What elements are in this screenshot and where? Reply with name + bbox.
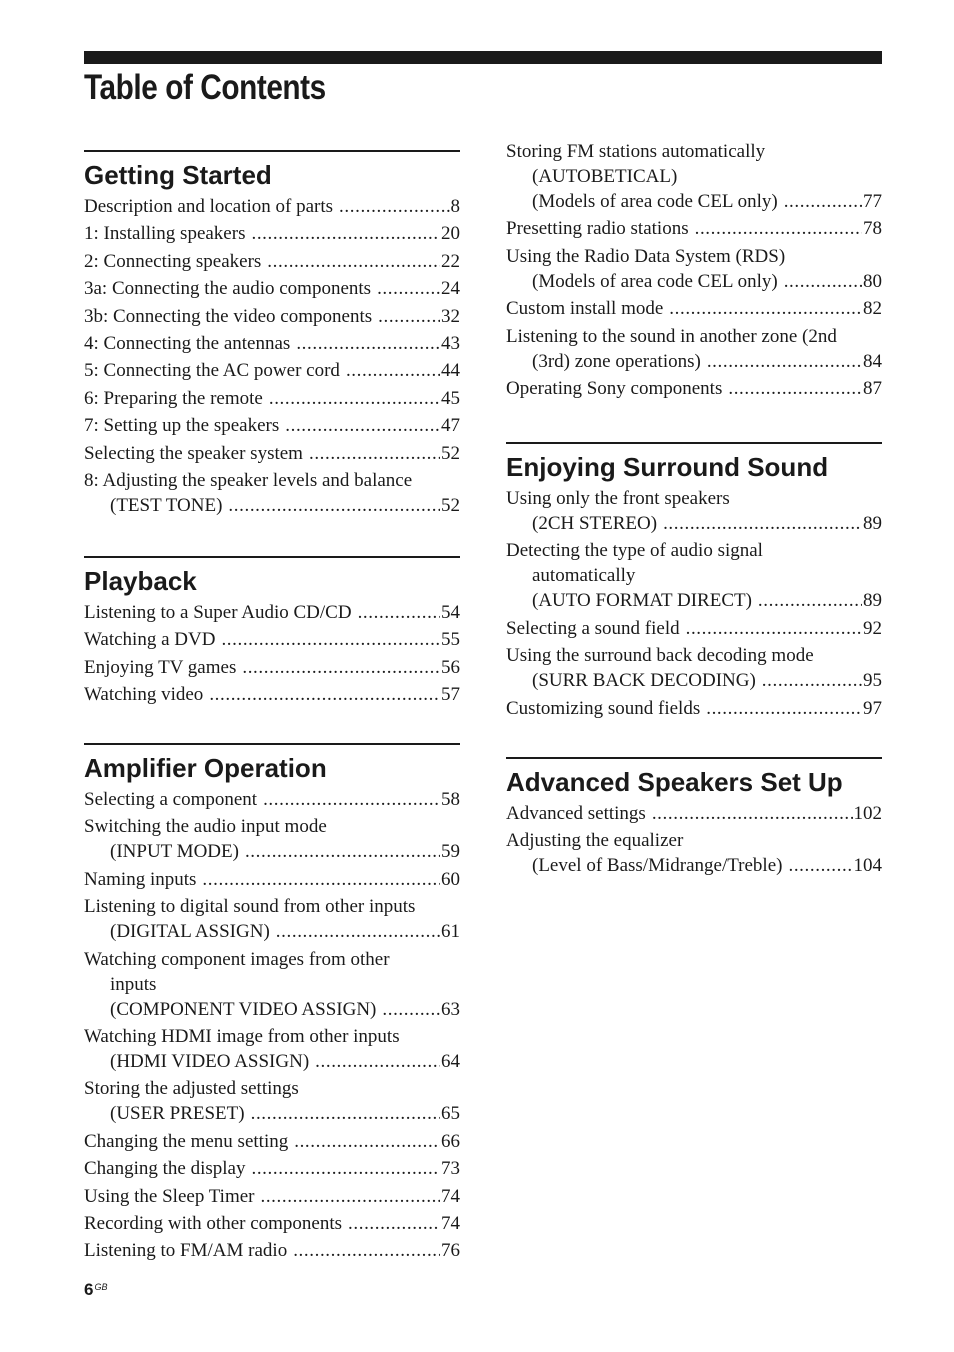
- dot-leader: [309, 441, 440, 466]
- toc-entry: [84, 894, 460, 944]
- dot-leader: [784, 189, 862, 214]
- toc-entry-page: 55: [441, 629, 460, 651]
- toc-entry-title-line: Switching the audio input mode: [84, 816, 327, 838]
- dot-leader: [260, 1184, 440, 1209]
- toc-entry: [84, 413, 460, 438]
- toc-entry-title: (TEST TONE): [110, 494, 223, 516]
- toc-entry-page: 102: [853, 803, 882, 824]
- toc-entry-title: (INPUT MODE): [110, 841, 239, 863]
- section-heading: Playback: [84, 566, 197, 596]
- toc-entry-page: 65: [441, 1103, 460, 1125]
- dot-leader: [377, 276, 440, 301]
- toc-entry: [84, 1076, 460, 1126]
- toc-entry: [84, 600, 460, 625]
- toc-entry-title: Customizing sound fields: [506, 697, 701, 719]
- toc-entry-title: 3a: Connecting the audio components: [84, 278, 372, 300]
- title-rule: [84, 51, 882, 64]
- dot-leader: [267, 249, 440, 274]
- toc-entry-title: 5: Connecting the AC power cord: [84, 360, 340, 382]
- toc-entry: [84, 1211, 460, 1236]
- toc-entry: [84, 947, 460, 1022]
- toc-list: [506, 486, 882, 721]
- toc-entry: [506, 139, 882, 214]
- toc-entry-title: 3b: Connecting the video components: [84, 305, 373, 327]
- dot-leader: [358, 600, 440, 625]
- toc-entry-title: Using the Sleep Timer: [84, 1185, 255, 1207]
- toc-entry-page: 22: [441, 250, 460, 272]
- toc-entry: [84, 1238, 460, 1263]
- toc-entry-page: 78: [863, 218, 882, 240]
- dot-leader: [382, 997, 440, 1022]
- toc-entry-page: 54: [441, 602, 460, 623]
- toc-entry: [506, 801, 882, 826]
- toc-entry-page: 84: [863, 350, 882, 372]
- dot-leader: [728, 376, 862, 401]
- toc-entry: [84, 276, 460, 301]
- page-number: [84, 1280, 107, 1300]
- toc-entry-title-line: Using the surround back decoding mode: [506, 645, 814, 667]
- toc-entry-page: 80: [863, 270, 882, 292]
- dot-leader: [285, 413, 440, 438]
- section-heading: Advanced Speakers Set Up: [506, 767, 843, 797]
- section-heading: Amplifier Operation: [84, 753, 327, 783]
- dot-leader: [695, 216, 862, 241]
- dot-leader: [245, 839, 440, 864]
- toc-entry-page: 74: [441, 1185, 460, 1207]
- dot-leader: [296, 331, 440, 356]
- toc-entry-page: 32: [441, 305, 460, 327]
- toc-entry-page: 89: [863, 590, 882, 612]
- toc-entry-page: 76: [441, 1240, 460, 1262]
- toc-entry-title-line: Watching HDMI image from other inputs: [84, 1025, 400, 1047]
- toc-entry: [84, 1024, 460, 1074]
- toc-entry-page: 104: [853, 855, 882, 877]
- section-getting-started: [84, 150, 460, 520]
- toc-entry-page: 43: [441, 332, 460, 354]
- page-number-suffix: GB: [94, 1282, 108, 1292]
- dot-leader: [663, 511, 862, 536]
- toc-entry: [84, 682, 460, 707]
- toc-entry-title-line: Storing FM stations automatically: [506, 141, 766, 162]
- toc-entry-title: (SURR BACK DECODING): [532, 670, 756, 692]
- toc-entry: [84, 358, 460, 383]
- dot-leader: [788, 853, 852, 878]
- toc-entry-page: 59: [441, 841, 460, 863]
- dot-leader: [652, 801, 853, 826]
- dot-leader: [784, 269, 862, 294]
- toc-entry-title-line: Using only the front speakers: [506, 488, 730, 509]
- section-amplifier-operation: [84, 743, 460, 1266]
- toc-entry: [84, 386, 460, 411]
- toc-entry-page: 92: [863, 617, 882, 639]
- section-playback: [84, 556, 460, 710]
- toc-entry-title: Presetting radio stations: [506, 218, 689, 240]
- dot-leader: [315, 1049, 440, 1074]
- dot-leader: [758, 588, 862, 613]
- page-number-value: 6: [84, 1280, 94, 1299]
- toc-entry-title: Changing the menu setting: [84, 1130, 289, 1152]
- continued-entries: [506, 139, 882, 403]
- toc-entry: [506, 244, 882, 294]
- toc-entry-title: (Models of area code CEL only): [532, 270, 778, 292]
- toc-list: [506, 801, 882, 878]
- toc-entry: [84, 655, 460, 680]
- toc-entry-page: 8: [450, 196, 460, 217]
- toc-entry-page: 66: [441, 1130, 460, 1152]
- dot-leader: [339, 194, 449, 219]
- toc-entry: [84, 441, 460, 466]
- dot-leader: [669, 296, 862, 321]
- dot-leader: [346, 358, 440, 383]
- dot-leader: [706, 696, 862, 721]
- dot-leader: [221, 627, 440, 652]
- toc-entry-page: 95: [863, 670, 882, 692]
- toc-entry: [84, 1184, 460, 1209]
- toc-entry: [506, 296, 882, 321]
- toc-entry-page: 82: [863, 298, 882, 320]
- toc-entry-title-line: Using the Radio Data System (RDS): [506, 245, 786, 267]
- toc-entry-title: (DIGITAL ASSIGN): [110, 921, 270, 943]
- toc-entry-title-line: Watching component images from other: [84, 948, 390, 970]
- toc-entry-title: Selecting a sound field: [506, 617, 680, 639]
- toc-entry: [84, 814, 460, 864]
- toc-entry: [84, 1156, 460, 1181]
- toc-entry-page: 57: [441, 684, 460, 706]
- toc-entry-title: (Models of area code CEL only): [532, 191, 778, 212]
- toc-entry: [84, 194, 460, 219]
- toc-entry: [84, 627, 460, 652]
- toc-entry-page: 89: [863, 513, 882, 534]
- toc-entry-title: 2: Connecting speakers: [84, 250, 262, 272]
- toc-entry: [506, 643, 882, 693]
- dot-leader: [348, 1211, 440, 1236]
- toc-entry-title-line: (AUTOBETICAL): [532, 166, 678, 187]
- dot-leader: [269, 386, 440, 411]
- dot-leader: [263, 787, 440, 812]
- toc-entry-title-line: Listening to digital sound from other inputs: [84, 896, 416, 918]
- dot-leader: [378, 304, 440, 329]
- toc-entry-title-line: 8: Adjusting the speaker levels and balance: [84, 469, 413, 491]
- toc-entry: [506, 696, 882, 721]
- dot-leader: [686, 616, 862, 641]
- toc-list: [84, 600, 460, 707]
- toc-entry: [84, 1129, 460, 1154]
- toc-entry-page: 58: [441, 789, 460, 810]
- toc-entry-title: Selecting the speaker system: [84, 442, 303, 464]
- toc-entry-title: Changing the display: [84, 1158, 246, 1180]
- toc-entry: [84, 787, 460, 812]
- toc-entry: [84, 249, 460, 274]
- dot-leader: [251, 1101, 440, 1126]
- toc-list: [506, 139, 882, 401]
- toc-entry: [84, 304, 460, 329]
- section-heading: Getting Started: [84, 160, 272, 190]
- toc-entry-page: 77: [863, 191, 882, 212]
- toc-entry-title: Watching a DVD: [84, 629, 216, 651]
- toc-entry-page: 20: [441, 223, 460, 245]
- toc-entry-title-line: Detecting the type of audio signal: [506, 540, 763, 562]
- toc-entry: [84, 221, 460, 246]
- toc-entry-title: 4: Connecting the antennas: [84, 332, 291, 354]
- toc-entry-page: 74: [441, 1212, 460, 1234]
- toc-entry: [506, 324, 882, 374]
- page-title: Table of Contents: [84, 68, 326, 107]
- dot-leader: [242, 655, 440, 680]
- dot-leader: [276, 919, 440, 944]
- toc-entry-page: 52: [441, 442, 460, 464]
- toc-entry-page: 56: [441, 656, 460, 678]
- dot-leader: [202, 867, 440, 892]
- toc-entry: [84, 331, 460, 356]
- toc-entry-title: Watching video: [84, 684, 204, 706]
- dot-leader: [209, 682, 440, 707]
- toc-entry-title: Advanced settings: [506, 803, 646, 824]
- toc-entry-title: Custom install mode: [506, 298, 664, 320]
- toc-entry-page: 87: [863, 377, 882, 399]
- toc-entry-page: 44: [441, 360, 460, 382]
- toc-entry: [506, 376, 882, 401]
- toc-entry-title: (2CH STEREO): [532, 513, 658, 534]
- toc-entry-page: 45: [441, 387, 460, 409]
- toc-entry-title-line: automatically: [532, 565, 636, 587]
- section-enjoying-surround-sound: [506, 442, 882, 723]
- toc-entry-page: 61: [441, 921, 460, 943]
- toc-entry: [506, 216, 882, 241]
- toc-entry-title: (3rd) zone operations): [532, 350, 701, 372]
- toc-entry-title: (COMPONENT VIDEO ASSIGN): [110, 998, 377, 1020]
- toc-entry-title: Selecting a component: [84, 789, 258, 810]
- toc-entry-title: (USER PRESET): [110, 1103, 245, 1125]
- section-heading: Enjoying Surround Sound: [506, 452, 829, 482]
- toc-entry-page: 60: [441, 868, 460, 890]
- toc-entry-page: 97: [863, 697, 882, 719]
- toc-list: [84, 787, 460, 1263]
- dot-leader: [251, 1156, 440, 1181]
- toc-entry-title-line: Storing the adjusted settings: [84, 1078, 299, 1100]
- toc-entry-title: 1: Installing speakers: [84, 223, 246, 245]
- toc-entry-title: Recording with other components: [84, 1212, 343, 1234]
- dot-leader: [293, 1238, 440, 1263]
- dot-leader: [294, 1129, 440, 1154]
- toc-entry: [506, 616, 882, 641]
- toc-entry-title-line: Listening to the sound in another zone (2nd: [506, 325, 837, 347]
- toc-entry-title: Operating Sony components: [506, 377, 723, 399]
- toc-entry-title-line: Adjusting the equalizer: [506, 830, 684, 852]
- toc-entry-title: Description and location of parts: [84, 196, 334, 217]
- toc-entry-page: 47: [441, 415, 460, 437]
- toc-entry-title: (Level of Bass/Midrange/Treble): [532, 855, 783, 877]
- dot-leader: [251, 221, 440, 246]
- toc-entry-title: Listening to FM/AM radio: [84, 1240, 288, 1262]
- toc-entry-page: 64: [441, 1050, 460, 1072]
- toc-entry-title: Listening to a Super Audio CD/CD: [84, 602, 352, 623]
- toc-entry-page: 24: [441, 278, 460, 300]
- toc-entry: [506, 538, 882, 613]
- dot-leader: [707, 349, 862, 374]
- toc-entry: [506, 828, 882, 878]
- toc-entry-title: (HDMI VIDEO ASSIGN): [110, 1050, 310, 1072]
- toc-entry: [84, 867, 460, 892]
- toc-entry: [84, 468, 460, 518]
- toc-entry: [506, 486, 882, 536]
- toc-entry-title: Naming inputs: [84, 868, 197, 890]
- section-advanced-speakers-set-up: [506, 757, 882, 881]
- toc-entry-title: 7: Setting up the speakers: [84, 415, 280, 437]
- toc-entry-page: 73: [441, 1158, 460, 1180]
- toc-entry-page: 63: [441, 998, 460, 1020]
- dot-leader: [762, 668, 862, 693]
- toc-entry-page: 52: [441, 494, 460, 516]
- dot-leader: [228, 493, 440, 518]
- toc-entry-title: Enjoying TV games: [84, 656, 237, 678]
- toc-list: [84, 194, 460, 518]
- toc-entry-title: (AUTO FORMAT DIRECT): [532, 590, 752, 612]
- toc-entry-title: 6: Preparing the remote: [84, 387, 263, 409]
- toc-entry-title-line: inputs: [110, 973, 157, 995]
